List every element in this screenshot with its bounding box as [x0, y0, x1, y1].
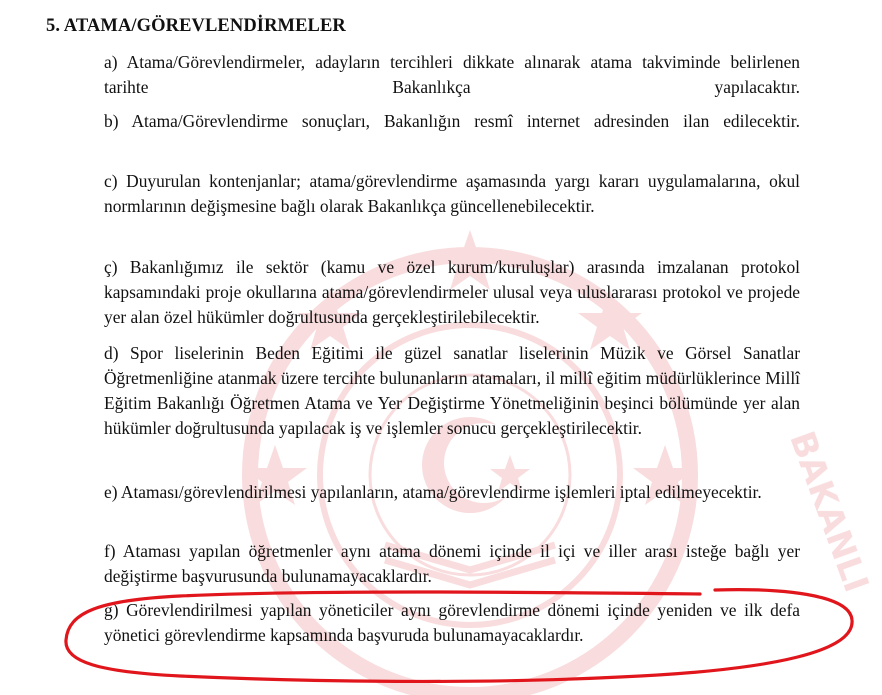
paragraph-g: g) Görevlendirilmesi yapılan yöneticiler aynı görevlendirme dönemi içinde yeniden ve ilk defa yönetici görevlendirme kapsamında başvuruda bulunamayacaklardır. [104, 600, 800, 645]
paragraph-e: e) Ataması/görevlendirilmesi yapılanların, atama/görevlendirme işlemleri iptal edilmeyecektir. [104, 482, 762, 502]
paragraph-d: d) Spor liselerinin Beden Eğitimi ile güzel sanatlar liselerinin Müzik ve Görsel Sanatlar Öğretmenliğine atanmak üzere tercihte bulunanların atamaları, il millî eğitim müdürlüklerince Millî Eğitim Bakanlığı Öğretmen Atama ve Yer Değiştirme Yönetmeliğinin beşinci bölümünde yer alan hükümler doğrultusunda yapılacak iş ve işlemler sonucu gerçekleştirilecektir. [104, 343, 800, 438]
paragraph-c: c) Duyurulan kontenjanlar; atama/görevlendirme aşamasında yargı kararı uygulamalarına, okul normlarının değişmesine bağlı olarak Bakanlıkça güncellenebilecektir. [104, 171, 800, 216]
seal-lettering: BAKANLI [781, 426, 877, 598]
paragraph-b: b) Atama/Görevlendirme sonuçları, Bakanlığın resmî internet adresinden ilan edilecektir. [104, 111, 800, 131]
section-heading: 5. ATAMA/GÖREVLENDİRMELER [46, 16, 346, 36]
paragraph-c-cedilla: ç) Bakanlığımız ile sektör (kamu ve özel kurum/kuruluşlar) arasında imzalanan protokol kapsamındaki proje okullarına atama/görevlendirmeler ulusal veya uluslararası protokol ve projede yer alan özel hükümler doğrultusunda gerçekleştirilebilecektir. [104, 257, 800, 327]
paragraph-f: f) Ataması yapılan öğretmenler aynı atama dönemi içinde il içi ve iller arası isteğe bağlı yer değiştirme başvurusunda bulunamayacaklardır. [104, 541, 800, 586]
paragraph-a: a) Atama/Görevlendirmeler, adayların tercihleri dikkate alınarak atama takviminde belirlenen tarihte Bakanlıkça yapılacaktır. [104, 52, 800, 97]
